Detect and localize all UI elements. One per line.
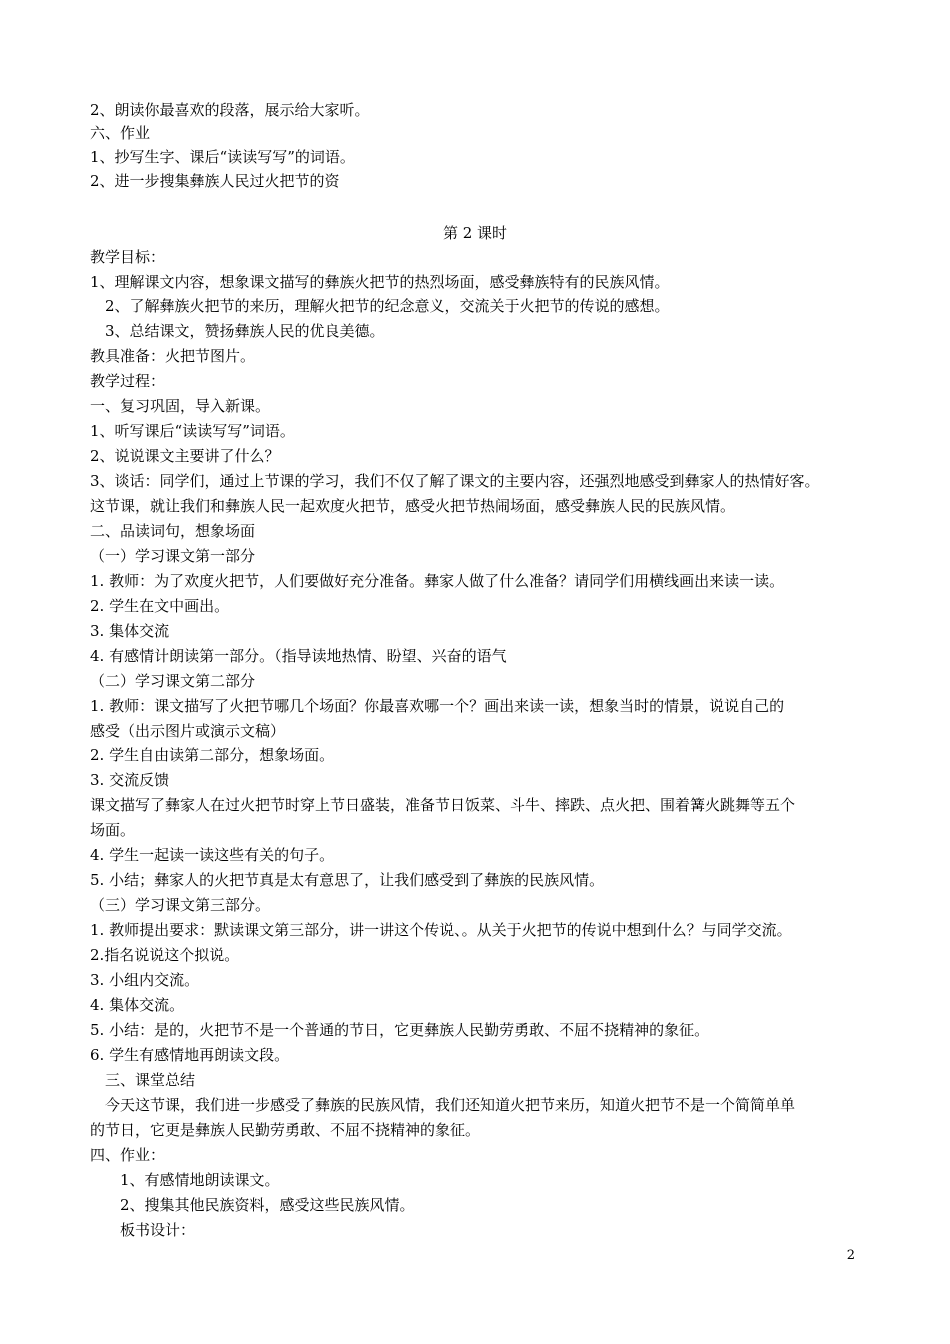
body-line: 4. 学生一起读一读这些有关的句子。 [90, 846, 335, 864]
body-line: 教学过程： [90, 372, 166, 390]
intro-line-2: 六、作业 [90, 124, 151, 142]
body-line: 6. 学生有感情地再朗读文段。 [90, 1046, 290, 1064]
body-line: 1、听写课后“读读写写”词语。 [90, 422, 295, 440]
body-line: 2、了解彝族火把节的来历，理解火把节的纪念意义，交流关于火把节的传说的感想。 [90, 297, 670, 315]
body-line: 教学目标： [90, 248, 166, 266]
body-line: 2、搜集其他民族资料，感受这些民族风情。 [90, 1196, 415, 1214]
intro-line-1: 2、朗读你最喜欢的段落，展示给大家听。 [90, 101, 370, 119]
body-line: 5. 小结：是的，火把节不是一个普通的节日，它更彝族人民勤劳勇敢、不屈不挠精神的象征。 [90, 1021, 710, 1039]
body-line: 一、复习巩固，导入新课。 [90, 397, 271, 415]
body-line: 1、有感情地朗读课文。 [90, 1171, 280, 1189]
body-line: （二）学习课文第二部分 [90, 672, 256, 690]
body-line: 1. 教师：课文描写了火把节哪几个场面？你最喜欢哪一个？画出来读一读，想象当时的情景，说说自己的 [90, 697, 785, 715]
body-line: 4. 集体交流。 [90, 996, 185, 1014]
page-number: 2 [846, 1248, 855, 1263]
body-line: 3、总结课文，赞扬彝族人民的优良美德。 [90, 322, 385, 340]
body-line: 5. 小结；彝家人的火把节真是太有意思了，让我们感受到了彝族的民族风情。 [90, 871, 605, 889]
body-line: 四、作业： [90, 1146, 166, 1164]
body-line: 三、课堂总结 [90, 1071, 196, 1089]
body-line: 场面。 [90, 821, 136, 839]
body-line: 二、品读词句，想象场面 [90, 522, 256, 540]
body-line: 课文描写了彝家人在过火把节时穿上节日盛装，准备节日饭菜、斗牛、摔跌、点火把、围着篝火跳舞等五个 [90, 796, 796, 814]
body-line: 2、说说课文主要讲了什么？ [90, 447, 280, 465]
body-line: 4. 有感情计朗读第一部分。（指导读地热情、盼望、兴奋的语气 [90, 647, 507, 665]
body-line: 2. 学生自由读第二部分，想象场面。 [90, 746, 335, 764]
body-line: （三）学习课文第三部分。 [90, 896, 271, 914]
body-line: 2.指名说说这个拟说。 [90, 946, 240, 964]
body-line: 这节课，就让我们和彝族人民一起欢度火把节，感受火把节热闹场面，感受彝族人民的民族风情。 [90, 497, 736, 515]
body-line: 教具准备：火把节图片。 [90, 347, 256, 365]
section-title: 第 2 课时 [442, 224, 508, 242]
body-line: 3. 交流反馈 [90, 771, 170, 789]
body-line: 3. 集体交流 [90, 622, 170, 640]
body-line: 1. 教师：为了欢度火把节，人们要做好充分准备。彝家人做了什么准备？请同学们用横线画出来读一读。 [90, 572, 785, 590]
body-line: 板书设计： [90, 1221, 196, 1239]
body-line: 3、谈话：同学们，通过上节课的学习，我们不仅了解了课文的主要内容，还强烈地感受到彝家人的热情好客。 [90, 472, 820, 490]
body-line: 2. 学生在文中画出。 [90, 597, 230, 615]
body-line: 1、理解课文内容，想象课文描写的彝族火把节的热烈场面，感受彝族特有的民族风情。 [90, 273, 670, 291]
body-line: 感受（出示图片或演示文稿） [90, 722, 286, 740]
body-line: 今天这节课，我们进一步感受了彝族的民族风情，我们还知道火把节来历，知道火把节不是一个简简单单 [90, 1096, 796, 1114]
body-line: 1. 教师提出要求：默读课文第三部分，讲一讲这个传说、。从关于火把节的传说中想到什么？与同学交流。 [90, 921, 792, 939]
body-line: 3. 小组内交流。 [90, 971, 200, 989]
intro-line-4: 2、进一步搜集彝族人民过火把节的资 [90, 172, 340, 190]
body-line: 的节日，它更是彝族人民勤劳勇敢、不屈不挠精神的象征。 [90, 1121, 481, 1139]
body-line: （一）学习课文第一部分 [90, 547, 256, 565]
intro-line-3: 1、抄写生字、课后“读读写写”的词语。 [90, 148, 355, 166]
